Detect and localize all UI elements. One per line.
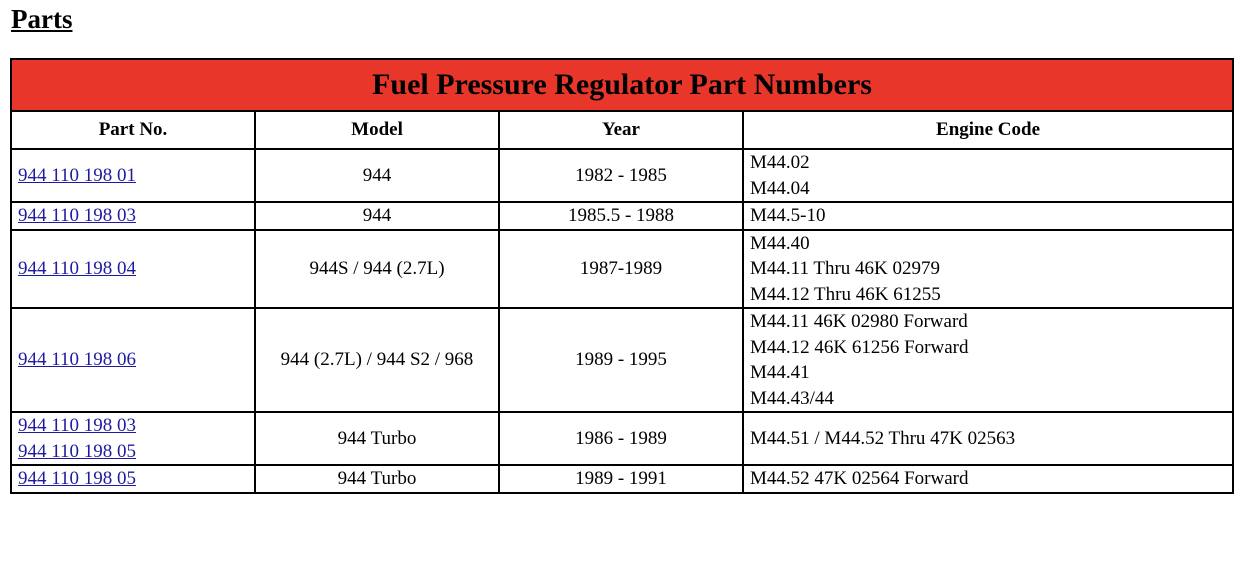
table-row bbox=[11, 465, 1233, 493]
page-title: Parts bbox=[11, 4, 73, 34]
part-number-cell bbox=[11, 412, 255, 465]
model-cell: 944 Turbo bbox=[255, 412, 499, 465]
engine-code-line: M44.11 46K 02980 Forward bbox=[750, 311, 968, 332]
model-cell: 944 bbox=[255, 202, 499, 230]
fuel-pressure-regulator-table bbox=[10, 58, 1234, 494]
model-cell: 944 (2.7L) / 944 S2 / 968 bbox=[255, 308, 499, 412]
engine-code-line: M44.12 Thru 46K 61255 bbox=[750, 283, 941, 305]
year-cell: 1985.5 - 1988 bbox=[499, 202, 743, 230]
part-number-cell bbox=[11, 230, 255, 309]
part-number-link[interactable]: 944 110 198 03 bbox=[18, 415, 137, 436]
engine-code-cell bbox=[743, 149, 1233, 202]
engine-code-line: M44.41 bbox=[750, 362, 810, 383]
part-number-link[interactable]: 944 110 198 06 bbox=[18, 349, 137, 371]
engine-code-cell bbox=[743, 465, 1233, 493]
part-number-link[interactable]: 944 110 198 05 bbox=[18, 440, 137, 462]
engine-code-cell bbox=[743, 308, 1233, 412]
engine-code-cell bbox=[743, 202, 1233, 230]
part-number-link[interactable]: 944 110 198 03 bbox=[18, 205, 137, 226]
column-header-year: Year bbox=[499, 111, 743, 149]
part-number-cell bbox=[11, 202, 255, 230]
column-header-part-no: Part No. bbox=[11, 111, 255, 149]
year-cell: 1989 - 1991 bbox=[499, 465, 743, 493]
engine-code-line: M44.52 47K 02564 Forward bbox=[750, 468, 969, 489]
model-cell: 944 Turbo bbox=[255, 465, 499, 493]
engine-code-line: M44.51 / M44.52 Thru 47K 02563 bbox=[750, 427, 1016, 449]
part-number-link[interactable]: 944 110 198 04 bbox=[18, 258, 137, 279]
model-cell: 944S / 944 (2.7L) bbox=[255, 230, 499, 309]
table-row bbox=[11, 308, 1233, 412]
year-cell: 1982 - 1985 bbox=[499, 149, 743, 202]
engine-code-line: M44.40 bbox=[750, 232, 810, 254]
engine-code-cell bbox=[743, 412, 1233, 465]
engine-code-line: M44.43/44 bbox=[750, 387, 834, 409]
part-number-cell bbox=[11, 465, 255, 493]
year-cell: 1987-1989 bbox=[499, 230, 743, 309]
engine-code-line: M44.12 46K 61256 Forward bbox=[750, 336, 969, 358]
table-row bbox=[11, 149, 1233, 202]
model-cell: 944 bbox=[255, 149, 499, 202]
engine-code-line: M44.11 Thru 46K 02979 bbox=[750, 258, 940, 279]
column-header-engine-code: Engine Code bbox=[743, 111, 1233, 149]
year-cell: 1986 - 1989 bbox=[499, 412, 743, 465]
engine-code-line: M44.5-10 bbox=[750, 205, 826, 226]
engine-code-cell bbox=[743, 230, 1233, 309]
part-number-cell bbox=[11, 308, 255, 412]
part-number-link[interactable]: 944 110 198 01 bbox=[18, 164, 137, 186]
engine-code-line: M44.02 bbox=[750, 152, 810, 173]
engine-code-line: M44.04 bbox=[750, 177, 810, 199]
table-row bbox=[11, 412, 1233, 465]
part-number-link[interactable]: 944 110 198 05 bbox=[18, 468, 137, 489]
part-number-cell bbox=[11, 149, 255, 202]
table-caption: Fuel Pressure Regulator Part Numbers bbox=[11, 59, 1233, 111]
table-row bbox=[11, 202, 1233, 230]
table-row bbox=[11, 230, 1233, 309]
column-header-model: Model bbox=[255, 111, 499, 149]
year-cell: 1989 - 1995 bbox=[499, 308, 743, 412]
